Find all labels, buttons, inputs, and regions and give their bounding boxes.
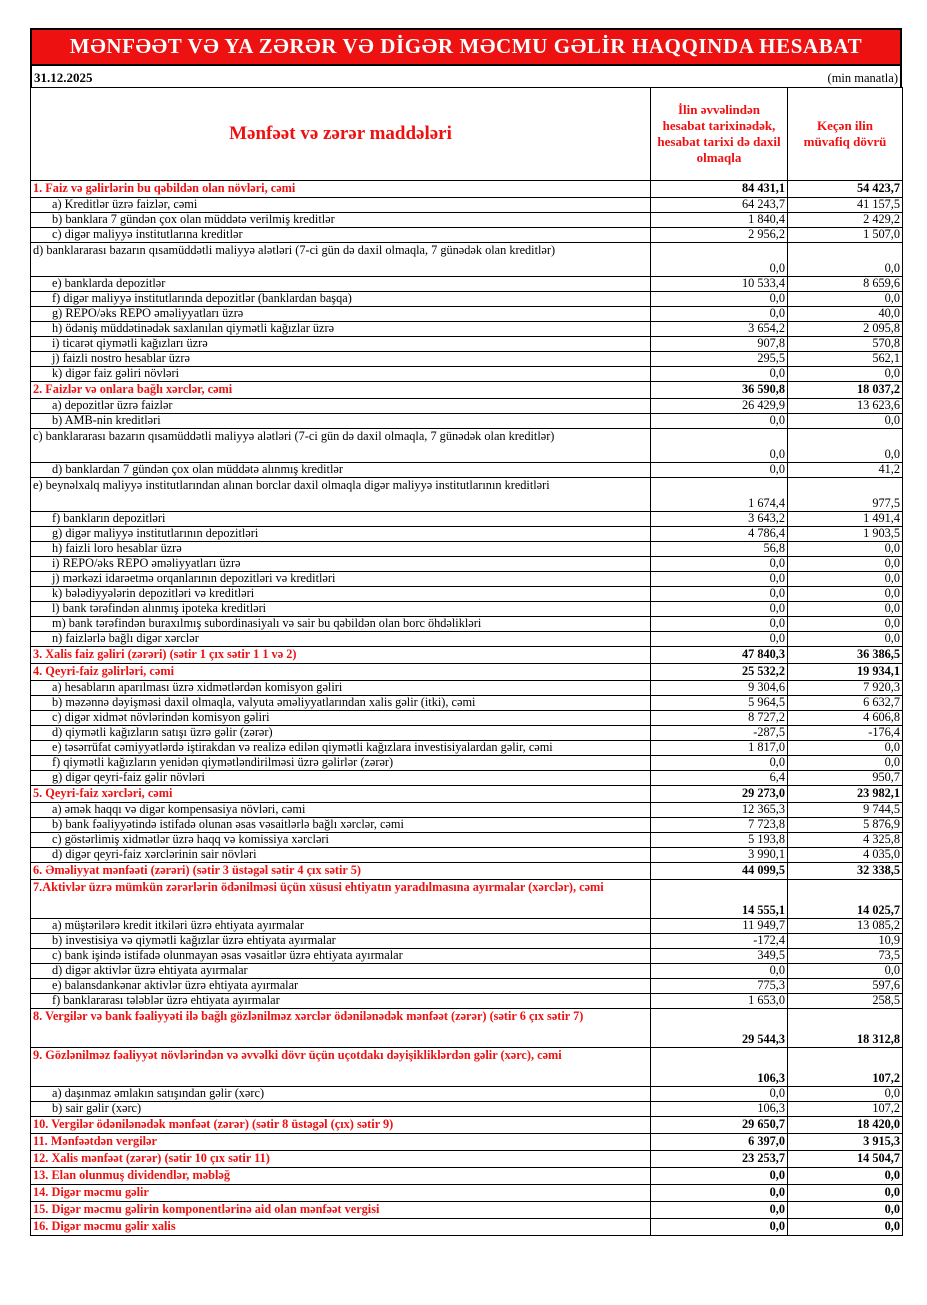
table-row: [31, 352, 903, 367]
value-current-period: 26 429,9: [651, 399, 788, 414]
table-row: [31, 198, 903, 213]
row-label: a) depozitlər üzrə faizlər: [31, 399, 651, 414]
value-current-period: 1 674,4: [651, 478, 788, 512]
table-row: [31, 1219, 903, 1236]
row-label: k) bələdiyyələrin depozitləri və kreditləri: [31, 587, 651, 602]
table-header: [31, 88, 903, 181]
value-previous-period: 0,0: [788, 542, 903, 557]
value-current-period: 907,8: [651, 337, 788, 352]
row-label: 10. Vergilər ödənilənədək mənfəət (zərər) (sətir 8 üstəgəl (çıx) sətir 9): [31, 1117, 651, 1134]
row-label: 15. Digər məcmu gəlirin komponentlərinə aid olan mənfəət vergisi: [31, 1202, 651, 1219]
value-current-period: 47 840,3: [651, 647, 788, 664]
value-current-period: 1 817,0: [651, 741, 788, 756]
value-current-period: -172,4: [651, 934, 788, 949]
value-previous-period: 0,0: [788, 429, 903, 463]
table-row: [31, 587, 903, 602]
value-previous-period: 0,0: [788, 367, 903, 382]
row-label: j) mərkəzi idarəetmə orqanlarının depozitləri və kreditləri: [31, 572, 651, 587]
row-label: f) digər maliyyə institutlarında depozitlər (banklardan başqa): [31, 292, 651, 307]
value-previous-period: 13 085,2: [788, 919, 903, 934]
table-row: [31, 771, 903, 786]
row-label: 9. Gözlənilməz fəaliyyət növlərindən və əvvəlki dövr üçün uçotdakı dəyişikliklərdən gəlir (xərc), cəmi: [31, 1048, 651, 1087]
row-label: 2. Faizlər və onlara bağlı xərclər, cəmi: [31, 382, 651, 399]
value-previous-period: 0,0: [788, 1168, 903, 1185]
value-previous-period: 0,0: [788, 632, 903, 647]
column-header-previous-period: Keçən ilin müvafiq dövrü: [788, 88, 903, 181]
table-body: [31, 181, 903, 1236]
value-current-period: -287,5: [651, 726, 788, 741]
table-row: [31, 322, 903, 337]
table-row: [31, 478, 903, 512]
value-current-period: 84 431,1: [651, 181, 788, 198]
row-label: c) bank işində istifadə olunmayan əsas vəsaitlər üzrə ehtiyata ayırmalar: [31, 949, 651, 964]
table-row: [31, 307, 903, 322]
table-row: [31, 228, 903, 243]
table-row: [31, 1087, 903, 1102]
value-previous-period: 107,2: [788, 1102, 903, 1117]
row-label: a) hesabların aparılması üzrə xidmətlərdən komisyon gəliri: [31, 681, 651, 696]
value-previous-period: 7 920,3: [788, 681, 903, 696]
value-previous-period: 0,0: [788, 617, 903, 632]
value-current-period: 0,0: [651, 557, 788, 572]
value-current-period: 3 654,2: [651, 322, 788, 337]
row-label: a) əmək haqqı və digər kompensasiya növləri, cəmi: [31, 803, 651, 818]
row-label: d) banklararası bazarın qısamüddətli maliyyə alətləri (7-ci gün də daxil olmaqla, 7 günədək olan kreditlər): [31, 243, 651, 277]
table-row: [31, 1009, 903, 1048]
value-previous-period: 10,9: [788, 934, 903, 949]
value-current-period: 0,0: [651, 307, 788, 322]
table-row: [31, 863, 903, 880]
table-row: [31, 1185, 903, 1202]
value-current-period: 5 964,5: [651, 696, 788, 711]
row-label: j) faizli nostro hesablar üzrə: [31, 352, 651, 367]
value-current-period: 295,5: [651, 352, 788, 367]
value-current-period: 0,0: [651, 587, 788, 602]
row-label: 13. Elan olunmuş dividendlər, məbləğ: [31, 1168, 651, 1185]
value-current-period: 0,0: [651, 1219, 788, 1236]
row-label: a) Kreditlər üzrə faizlər, cəmi: [31, 198, 651, 213]
row-label: h) ödəniş müddətinədək saxlanılan qiymətli kağızlar üzrə: [31, 322, 651, 337]
value-previous-period: 562,1: [788, 352, 903, 367]
value-previous-period: 0,0: [788, 557, 903, 572]
value-current-period: 0,0: [651, 602, 788, 617]
table-row: [31, 934, 903, 949]
table-row: [31, 741, 903, 756]
row-label: f) banklararası tələblər üzrə ehtiyata ayırmalar: [31, 994, 651, 1009]
value-current-period: 11 949,7: [651, 919, 788, 934]
value-current-period: 0,0: [651, 1087, 788, 1102]
value-previous-period: 0,0: [788, 292, 903, 307]
value-current-period: 8 727,2: [651, 711, 788, 726]
row-label: a) daşınmaz əmlakın satışından gəlir (xərc): [31, 1087, 651, 1102]
value-previous-period: 107,2: [788, 1048, 903, 1087]
value-previous-period: 41 157,5: [788, 198, 903, 213]
table-row: [31, 399, 903, 414]
value-previous-period: 1 507,0: [788, 228, 903, 243]
row-label: b) məzənnə dəyişməsi daxil olmaqla, valyuta əməliyyatlarından xalis gəlir (itki), cəmi: [31, 696, 651, 711]
table-row: [31, 1202, 903, 1219]
row-label: 8. Vergilər və bank fəaliyyəti ilə bağlı gözlənilməz xərclər ödənilənədək mənfəət (zərər) (sətir 6 çıx sətir 7): [31, 1009, 651, 1048]
value-previous-period: 0,0: [788, 741, 903, 756]
value-previous-period: 2 429,2: [788, 213, 903, 228]
table-row: [31, 367, 903, 382]
value-current-period: 0,0: [651, 1185, 788, 1202]
table-row: [31, 414, 903, 429]
value-current-period: 0,0: [651, 617, 788, 632]
row-label: c) digər maliyyə institutlarına kreditlər: [31, 228, 651, 243]
table-row: [31, 681, 903, 696]
table-row: [31, 277, 903, 292]
value-previous-period: 0,0: [788, 243, 903, 277]
column-header-items: Mənfəət və zərər maddələri: [31, 88, 651, 181]
value-current-period: 7 723,8: [651, 818, 788, 833]
row-label: 16. Digər məcmu gəlir xalis: [31, 1219, 651, 1236]
row-label: a) müştərilərə kredit itkiləri üzrə ehtiyata ayırmalar: [31, 919, 651, 934]
row-label: n) faizlərlə bağlı digər xərclər: [31, 632, 651, 647]
table-row: [31, 711, 903, 726]
report-title: MƏNFƏƏT VƏ YA ZƏRƏR VƏ DİGƏR MƏCMU GƏLİR HAQQINDA HESABAT: [69, 34, 863, 58]
table-row: [31, 833, 903, 848]
row-label: g) digər qeyri-faiz gəlir növləri: [31, 771, 651, 786]
table-row: [31, 337, 903, 352]
table-row: [31, 1134, 903, 1151]
value-previous-period: 6 632,7: [788, 696, 903, 711]
table-row: [31, 786, 903, 803]
value-previous-period: 0,0: [788, 756, 903, 771]
value-previous-period: 5 876,9: [788, 818, 903, 833]
value-current-period: 1 653,0: [651, 994, 788, 1009]
unit-note: (min manatla): [827, 71, 898, 85]
value-current-period: 106,3: [651, 1102, 788, 1117]
row-label: d) digər aktivlər üzrə ehtiyata ayırmalar: [31, 964, 651, 979]
table-row: [31, 382, 903, 399]
row-label: 12. Xalis mənfəət (zərər) (sətir 10 çıx sətir 11): [31, 1151, 651, 1168]
value-current-period: 23 253,7: [651, 1151, 788, 1168]
value-previous-period: 570,8: [788, 337, 903, 352]
row-label: e) beynəlxalq maliyyə institutlarından alınan borclar daxil olmaqla digər maliyyə institutlarının kreditləri: [31, 478, 651, 512]
value-previous-period: 8 659,6: [788, 277, 903, 292]
row-label: l) bank tərəfindən alınmış ipoteka kreditləri: [31, 602, 651, 617]
table-row: [31, 848, 903, 863]
value-previous-period: 41,2: [788, 463, 903, 478]
value-current-period: 9 304,6: [651, 681, 788, 696]
value-previous-period: 0,0: [788, 1219, 903, 1236]
value-previous-period: 18 312,8: [788, 1009, 903, 1048]
table-row: [31, 429, 903, 463]
table-row: [31, 726, 903, 741]
table-row: [31, 696, 903, 711]
table-row: [31, 1048, 903, 1087]
row-label: b) AMB-nin kreditləri: [31, 414, 651, 429]
value-current-period: 6,4: [651, 771, 788, 786]
value-previous-period: 258,5: [788, 994, 903, 1009]
table-row: [31, 632, 903, 647]
value-current-period: 2 956,2: [651, 228, 788, 243]
value-current-period: 5 193,8: [651, 833, 788, 848]
table-row: [31, 664, 903, 681]
row-label: k) digər faiz gəliri növləri: [31, 367, 651, 382]
value-previous-period: 0,0: [788, 964, 903, 979]
value-current-period: 0,0: [651, 243, 788, 277]
value-previous-period: 4 035,0: [788, 848, 903, 863]
value-previous-period: 0,0: [788, 587, 903, 602]
table-row: [31, 292, 903, 307]
table-header-row: [31, 88, 903, 181]
value-previous-period: 18 037,2: [788, 382, 903, 399]
value-current-period: 0,0: [651, 756, 788, 771]
value-previous-period: 1 903,5: [788, 527, 903, 542]
value-current-period: 0,0: [651, 1202, 788, 1219]
value-previous-period: 40,0: [788, 307, 903, 322]
value-previous-period: 0,0: [788, 1185, 903, 1202]
table-row: [31, 994, 903, 1009]
value-previous-period: 36 386,5: [788, 647, 903, 664]
row-label: e) təsərrüfat cəmiyyətlərdə iştirakdan və realizə edilən qiymətli kağızlara investisiyalardan gəlir, cəmi: [31, 741, 651, 756]
row-label: 5. Qeyri-faiz xərcləri, cəmi: [31, 786, 651, 803]
value-current-period: 1 840,4: [651, 213, 788, 228]
row-label: i) ticarət qiymətli kağızları üzrə: [31, 337, 651, 352]
value-previous-period: 18 420,0: [788, 1117, 903, 1134]
table-row: [31, 756, 903, 771]
value-current-period: 10 533,4: [651, 277, 788, 292]
value-previous-period: 3 915,3: [788, 1134, 903, 1151]
value-current-period: 0,0: [651, 367, 788, 382]
value-previous-period: 950,7: [788, 771, 903, 786]
report-table: [30, 87, 903, 1236]
table-row: [31, 979, 903, 994]
table-row: [31, 880, 903, 919]
value-current-period: 0,0: [651, 1168, 788, 1185]
value-current-period: 29 650,7: [651, 1117, 788, 1134]
value-previous-period: 0,0: [788, 1087, 903, 1102]
row-label: b) banklara 7 gündən çox olan müddətə verilmiş kreditlər: [31, 213, 651, 228]
value-previous-period: 32 338,5: [788, 863, 903, 880]
value-previous-period: -176,4: [788, 726, 903, 741]
row-label: 14. Digər məcmu gəlir: [31, 1185, 651, 1202]
value-previous-period: 19 934,1: [788, 664, 903, 681]
value-previous-period: 597,6: [788, 979, 903, 994]
value-current-period: 29 544,3: [651, 1009, 788, 1048]
row-label: d) qiymətli kağızların satışı üzrə gəlir (zərər): [31, 726, 651, 741]
table-row: [31, 949, 903, 964]
value-previous-period: 1 491,4: [788, 512, 903, 527]
table-row: [31, 181, 903, 198]
row-label: 3. Xalis faiz gəliri (zərəri) (sətir 1 çıx sətir 1 1 və 2): [31, 647, 651, 664]
value-current-period: 0,0: [651, 572, 788, 587]
row-label: f) qiymətli kağızların yenidən qiymətləndirilməsi üzrə gəlirlər (zərər): [31, 756, 651, 771]
row-label: c) banklararası bazarın qısamüddətli maliyyə alətləri (7-ci gün də daxil olmaqla, 7 günədək olan kreditlər): [31, 429, 651, 463]
report-date: 31.12.2025: [34, 70, 93, 85]
table-row: [31, 919, 903, 934]
value-current-period: 775,3: [651, 979, 788, 994]
row-label: h) faizli loro hesablar üzrə: [31, 542, 651, 557]
table-row: [31, 1151, 903, 1168]
value-current-period: 0,0: [651, 964, 788, 979]
value-current-period: 29 273,0: [651, 786, 788, 803]
value-previous-period: 4 325,8: [788, 833, 903, 848]
table-row: [31, 617, 903, 632]
row-label: 4. Qeyri-faiz gəlirləri, cəmi: [31, 664, 651, 681]
row-label: 7.Aktivlər üzrə mümkün zərərlərin ödənilməsi üçün xüsusi ehtiyatın yaradılmasına ayırmalar (xərclər), cəmi: [31, 880, 651, 919]
row-label: g) REPO/əks REPO əməliyyatları üzrə: [31, 307, 651, 322]
value-current-period: 0,0: [651, 414, 788, 429]
report-title-banner: [30, 28, 902, 66]
value-current-period: 0,0: [651, 429, 788, 463]
value-current-period: 0,0: [651, 632, 788, 647]
row-label: f) bankların depozitləri: [31, 512, 651, 527]
table-row: [31, 527, 903, 542]
value-previous-period: 0,0: [788, 602, 903, 617]
table-row: [31, 463, 903, 478]
value-previous-period: 14 504,7: [788, 1151, 903, 1168]
value-previous-period: 977,5: [788, 478, 903, 512]
table-row: [31, 572, 903, 587]
value-current-period: 3 990,1: [651, 848, 788, 863]
value-previous-period: 0,0: [788, 572, 903, 587]
row-label: d) digər qeyri-faiz xərclərinin sair növləri: [31, 848, 651, 863]
row-label: e) banklarda depozitlər: [31, 277, 651, 292]
value-previous-period: 73,5: [788, 949, 903, 964]
row-label: d) banklardan 7 gündən çox olan müddətə alınmış kreditlər: [31, 463, 651, 478]
row-label: b) investisiya və qiymətli kağızlar üzrə ehtiyata ayırmalar: [31, 934, 651, 949]
value-current-period: 6 397,0: [651, 1134, 788, 1151]
table-row: [31, 542, 903, 557]
row-label: b) sair gəlir (xərc): [31, 1102, 651, 1117]
meta-row: [30, 66, 902, 87]
table-row: [31, 557, 903, 572]
row-label: c) digər xidmət növlərindən komisyon gəliri: [31, 711, 651, 726]
table-row: [31, 512, 903, 527]
row-label: 1. Faiz və gəlirlərin bu qəbildən olan növləri, cəmi: [31, 181, 651, 198]
value-current-period: 0,0: [651, 463, 788, 478]
value-previous-period: 0,0: [788, 414, 903, 429]
table-row: [31, 1168, 903, 1185]
row-label: 6. Əməliyyat mənfəəti (zərəri) (sətir 3 üstəgəl sətir 4 çıx sətir 5): [31, 863, 651, 880]
value-current-period: 25 532,2: [651, 664, 788, 681]
row-label: e) balansdankənar aktivlər üzrə ehtiyata ayırmalar: [31, 979, 651, 994]
row-label: c) göstərlimiş xidmətlər üzrə haqq və komissiya xərcləri: [31, 833, 651, 848]
value-current-period: 349,5: [651, 949, 788, 964]
row-label: b) bank fəaliyyətində istifadə olunan əsas vəsaitlərlə bağlı xərclər, cəmi: [31, 818, 651, 833]
value-previous-period: 23 982,1: [788, 786, 903, 803]
table-row: [31, 647, 903, 664]
row-label: g) digər maliyyə institutlarının depozitləri: [31, 527, 651, 542]
table-row: [31, 602, 903, 617]
value-current-period: 3 643,2: [651, 512, 788, 527]
value-previous-period: 0,0: [788, 1202, 903, 1219]
table-row: [31, 213, 903, 228]
value-current-period: 64 243,7: [651, 198, 788, 213]
row-label: 11. Mənfəətdən vergilər: [31, 1134, 651, 1151]
value-previous-period: 2 095,8: [788, 322, 903, 337]
value-previous-period: 54 423,7: [788, 181, 903, 198]
table-row: [31, 1117, 903, 1134]
value-previous-period: 9 744,5: [788, 803, 903, 818]
value-current-period: 44 099,5: [651, 863, 788, 880]
table-row: [31, 818, 903, 833]
table-row: [31, 803, 903, 818]
value-previous-period: 13 623,6: [788, 399, 903, 414]
value-current-period: 12 365,3: [651, 803, 788, 818]
value-current-period: 14 555,1: [651, 880, 788, 919]
table-row: [31, 964, 903, 979]
row-label: m) bank tərəfindən buraxılmış subordinasiyalı və sair bu qəbildən olan borc öhdəlikləri: [31, 617, 651, 632]
value-current-period: 56,8: [651, 542, 788, 557]
value-current-period: 106,3: [651, 1048, 788, 1087]
column-header-current-period: İlin əvvəlindən hesabat tarixinədək, hesabat tarixi də daxil olmaqla: [651, 88, 788, 181]
value-previous-period: 14 025,7: [788, 880, 903, 919]
table-row: [31, 1102, 903, 1117]
value-previous-period: 4 606,8: [788, 711, 903, 726]
row-label: i) REPO/əks REPO əməliyyatları üzrə: [31, 557, 651, 572]
table-row: [31, 243, 903, 277]
value-current-period: 0,0: [651, 292, 788, 307]
value-current-period: 4 786,4: [651, 527, 788, 542]
value-current-period: 36 590,8: [651, 382, 788, 399]
